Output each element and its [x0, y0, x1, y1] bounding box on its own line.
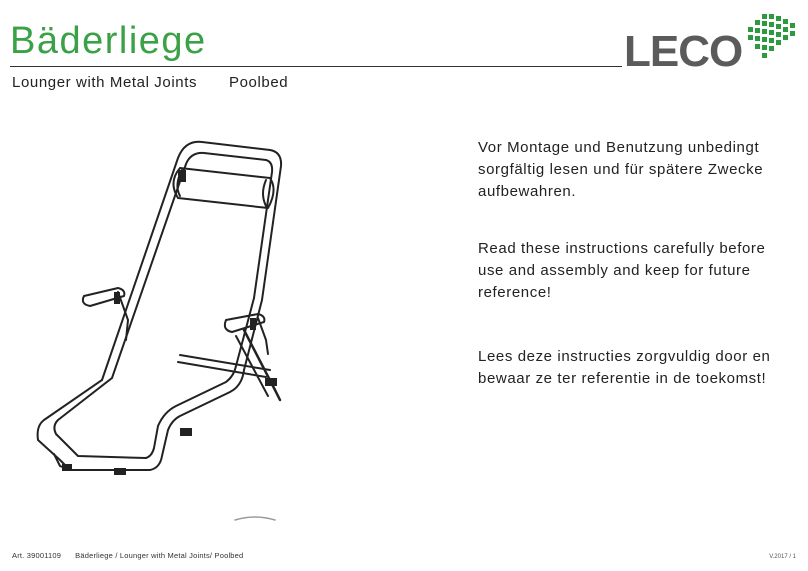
instruction-line: Vor Montage und Benutzung unbedingt	[478, 139, 760, 156]
subtitle-dutch: Poolbed	[229, 74, 289, 91]
version-label: V.2017 / 1	[769, 554, 796, 560]
logo-grid-icon	[748, 14, 795, 58]
instruction-line: reference!	[478, 284, 552, 301]
instruction-line: Lees deze instructies zorgvuldig door en	[478, 348, 771, 365]
instruction-line: use and assembly and keep for future	[478, 262, 751, 279]
instructions-dutch	[478, 346, 798, 390]
instruction-line: bewaar ze ter referentie in de toekomst!	[478, 370, 767, 387]
instruction-line: sorgfältig lesen und für spätere Zwecke	[478, 161, 764, 178]
instruction-line: aufbewahren.	[478, 183, 577, 200]
footer-info	[12, 551, 243, 560]
leco-logo	[622, 8, 802, 72]
lounger-illustration	[30, 130, 330, 530]
article-number: Art. 39001109	[12, 551, 62, 560]
footer-product: Bäderliege / Lounger with Metal Joints/ Poolbed	[75, 551, 244, 560]
header-rule	[10, 66, 622, 67]
subtitle-english: Lounger with Metal Joints	[12, 74, 198, 91]
logo-text: LECO	[624, 27, 743, 72]
instruction-line: Read these instructions carefully before	[478, 240, 766, 257]
instructions-german	[478, 137, 798, 203]
instructions-english	[478, 238, 798, 304]
document-title: Bäderliege	[10, 20, 207, 62]
